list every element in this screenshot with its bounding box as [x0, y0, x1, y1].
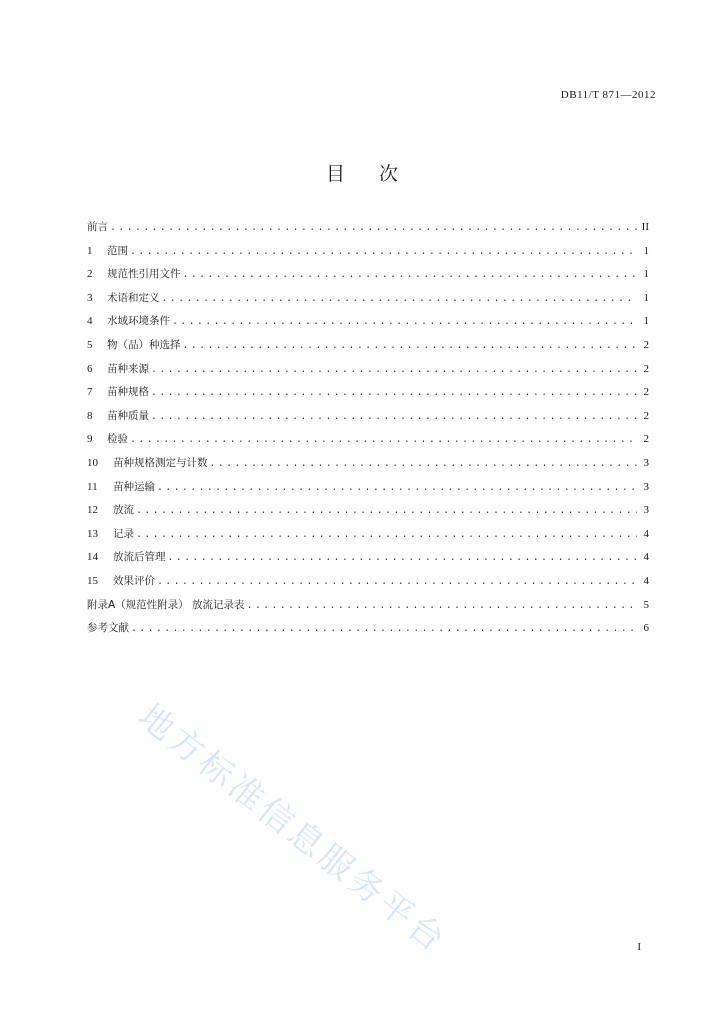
toc-entry-label: 规范性引用文件 — [107, 268, 181, 281]
toc-entry-number: 12 — [87, 504, 98, 517]
doc-code: DB11/T 871—2012 — [560, 89, 656, 101]
toc-entry-5[interactable] — [87, 334, 649, 358]
toc-entry-page: 3 — [643, 480, 649, 493]
toc-entry-page: 1 — [643, 315, 649, 328]
toc-entry-6[interactable] — [87, 358, 649, 382]
toc-entry-label: 参考文献 — [87, 622, 129, 635]
toc-leader — [183, 264, 638, 288]
toc-entry-page: 3 — [643, 504, 649, 517]
toc-entry-appendix-a[interactable] — [87, 594, 649, 618]
toc-entry-label: 术语和定义 — [107, 291, 160, 304]
toc-leader — [136, 500, 637, 524]
toc-entry-9[interactable] — [87, 428, 649, 452]
toc-entry-page: 4 — [643, 527, 649, 540]
toc-entry-number: 2 — [87, 268, 93, 281]
toc-leader — [168, 547, 638, 571]
toc-leader — [210, 453, 638, 477]
toc-entry-number: 8 — [87, 409, 93, 422]
toc-entry-page: 2 — [643, 409, 649, 422]
toc-entry-2[interactable] — [87, 263, 649, 287]
toc-entry-page: II — [641, 221, 649, 233]
toc-entry-label: 效果评价 — [113, 574, 155, 587]
toc-entry-references[interactable] — [87, 617, 649, 641]
toc-leader — [172, 311, 637, 335]
toc-entry-15[interactable] — [87, 570, 649, 594]
toc-entry-10[interactable] — [87, 452, 649, 476]
toc-entry-foreword[interactable] — [87, 216, 649, 240]
toc-entry-page: 2 — [643, 338, 649, 351]
toc-entry-number: 9 — [87, 433, 93, 446]
toc-entry-page: 5 — [643, 598, 649, 611]
toc-entry-14[interactable] — [87, 546, 649, 570]
toc-entry-number: 6 — [87, 362, 93, 375]
toc-entry-page: 4 — [643, 551, 649, 564]
toc-leader — [151, 406, 637, 430]
toc-entry-number: 7 — [87, 386, 93, 399]
toc-entry-1[interactable] — [87, 240, 649, 264]
toc-title: 目次 — [325, 163, 432, 185]
toc-entry-number: 10 — [87, 456, 98, 469]
toc-entry-page: 1 — [643, 268, 649, 281]
toc-leader — [110, 217, 637, 241]
toc-leader — [247, 595, 637, 619]
toc-entry-label: 水域环境条件 — [107, 315, 170, 328]
toc-entry-number: 4 — [87, 315, 93, 328]
page-number: I — [637, 941, 641, 953]
toc-entry-number: 5 — [87, 338, 93, 351]
toc-entry-label: 苗种质量 — [107, 409, 149, 422]
toc-entry-4[interactable] — [87, 310, 649, 334]
toc-leader — [151, 359, 637, 383]
toc-entry-page: 4 — [643, 574, 649, 587]
toc-entry-7[interactable] — [87, 381, 649, 405]
toc-entry-label: 范围 — [107, 244, 128, 257]
toc-entry-page: 1 — [643, 244, 649, 257]
toc-entry-label: 检验 — [107, 433, 128, 446]
toc-entry-number: 14 — [87, 551, 98, 564]
toc-entry-page: 6 — [643, 622, 649, 635]
toc-entry-page: 2 — [643, 433, 649, 446]
toc-leader — [162, 288, 638, 312]
toc-leader — [151, 382, 637, 406]
toc-entry-label: 苗种规格测定与计数 — [113, 456, 208, 469]
toc-entry-number: 15 — [87, 574, 98, 587]
toc-entry-label: 记录 — [113, 527, 134, 540]
toc-leader — [130, 429, 637, 453]
toc-leader — [183, 335, 638, 359]
toc-entry-label: 苗种来源 — [107, 362, 149, 375]
toc-entry-page: 2 — [643, 362, 649, 375]
toc-entry-12[interactable] — [87, 499, 649, 523]
toc-entry-number: 11 — [87, 480, 98, 493]
toc-leader — [136, 524, 637, 548]
watermark-text: 地方标准信息服务平台 — [130, 696, 455, 962]
toc-entry-label: 苗种运输 — [113, 480, 155, 493]
toc-entry-number: 3 — [87, 291, 93, 304]
toc-entry-3[interactable] — [87, 287, 649, 311]
toc-entry-page: 1 — [643, 291, 649, 304]
toc-entry-label: 苗种规格 — [107, 386, 149, 399]
toc-leader — [157, 571, 637, 595]
toc-leader — [131, 618, 637, 642]
toc-entry-page: 3 — [643, 456, 649, 469]
toc-entry-page: 2 — [643, 386, 649, 399]
toc-entry-label: 放流后管理 — [113, 551, 166, 564]
toc-entry-label: 前言 — [87, 221, 108, 233]
toc-entry-13[interactable] — [87, 523, 649, 547]
toc-list — [87, 216, 649, 641]
toc-entry-number: 13 — [87, 527, 98, 540]
toc-entry-8[interactable] — [87, 405, 649, 429]
toc-entry-label: 附录A（规范性附录） 放流记录表 — [87, 598, 245, 611]
toc-entry-11[interactable] — [87, 476, 649, 500]
toc-entry-number: 1 — [87, 244, 93, 257]
toc-entry-label: 物（品）种选择 — [107, 338, 181, 351]
toc-entry-label: 放流 — [113, 504, 134, 517]
toc-leader — [157, 477, 637, 501]
toc-leader — [130, 241, 637, 265]
